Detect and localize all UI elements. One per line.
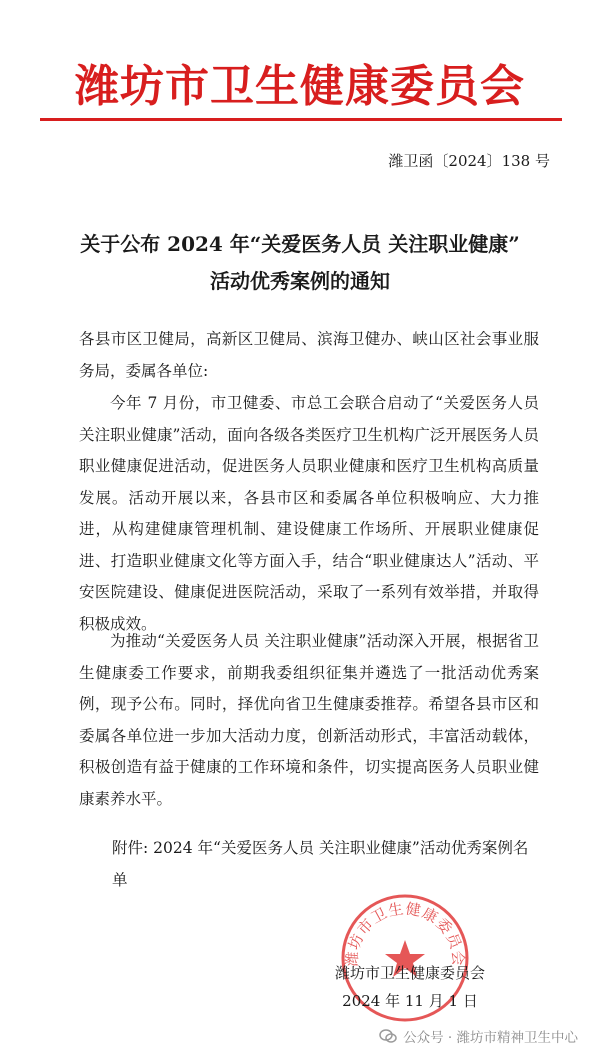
attachment-note (112, 833, 538, 896)
title-line-2: 活动优秀案例的通知 (210, 269, 390, 293)
notice-title (0, 226, 600, 300)
attachment-item: 2024 年“关爱医务人员 关注职业健康”活动优秀案例名单 (112, 839, 529, 889)
document-number: 潍卫函〔2024〕138 号 (388, 152, 550, 170)
addressee: 各县市区卫健局，高新区卫健局、滨海卫健办、峡山区社会事业服务局，委属各单位: (79, 330, 539, 380)
paragraph-2: 为推动“关爱医务人员 关注职业健康”活动深入开展，根据省卫生健康委工作要求，前期我委组织征集并遴选了一批活动优秀案例，现予公布。同时，择优向省卫生健康委推荐。希望各县市区和委属各单位进一步加大活动力度，创新活动形式，丰富活动载体，积极创造有益于健康的工作环境和条件，切实提高医务人员职业健康素养水平。 (79, 632, 539, 808)
red-divider-line (40, 118, 562, 121)
attachment-label: 附件: (112, 839, 149, 857)
title-line-1: 关于公布 2024 年“关爱医务人员 关注职业健康” (80, 232, 520, 256)
paragraph-1: 今年 7 月份，市卫健委、市总工会联合启动了“关爱医务人员 关注职业健康”活动，面向各级各类医疗卫生机构广泛开展医务人员职业健康促进活动，促进医务人员职业健康和医疗卫生机构高质量发展。活动开展以来，各县市区和委属各单位积极响应、大力推进，从构建健康管理机制、建设健康工作场所、开展职业健康促进、打造职业健康文化等方面入手，结合“职业健康达人”活动、平安医院建设、健康促进医院活动，采取了一系列有效举措，并取得积极成效。 (79, 394, 539, 633)
signer-organization: 潍坊市卫生健康委员会 (334, 964, 485, 982)
svg-text:潍坊市卫生健康委员会: 潍坊市卫生健康委员会 (342, 899, 468, 968)
wechat-icon (379, 1027, 397, 1045)
watermark-text: 公众号 · 潍坊市精神卫生中心 (403, 1030, 578, 1046)
issue-date: 2024 年 11 月 1 日 (342, 992, 478, 1010)
wechat-watermark (379, 1026, 578, 1046)
letterhead-title: 潍坊市卫生健康委员会 (75, 61, 525, 112)
